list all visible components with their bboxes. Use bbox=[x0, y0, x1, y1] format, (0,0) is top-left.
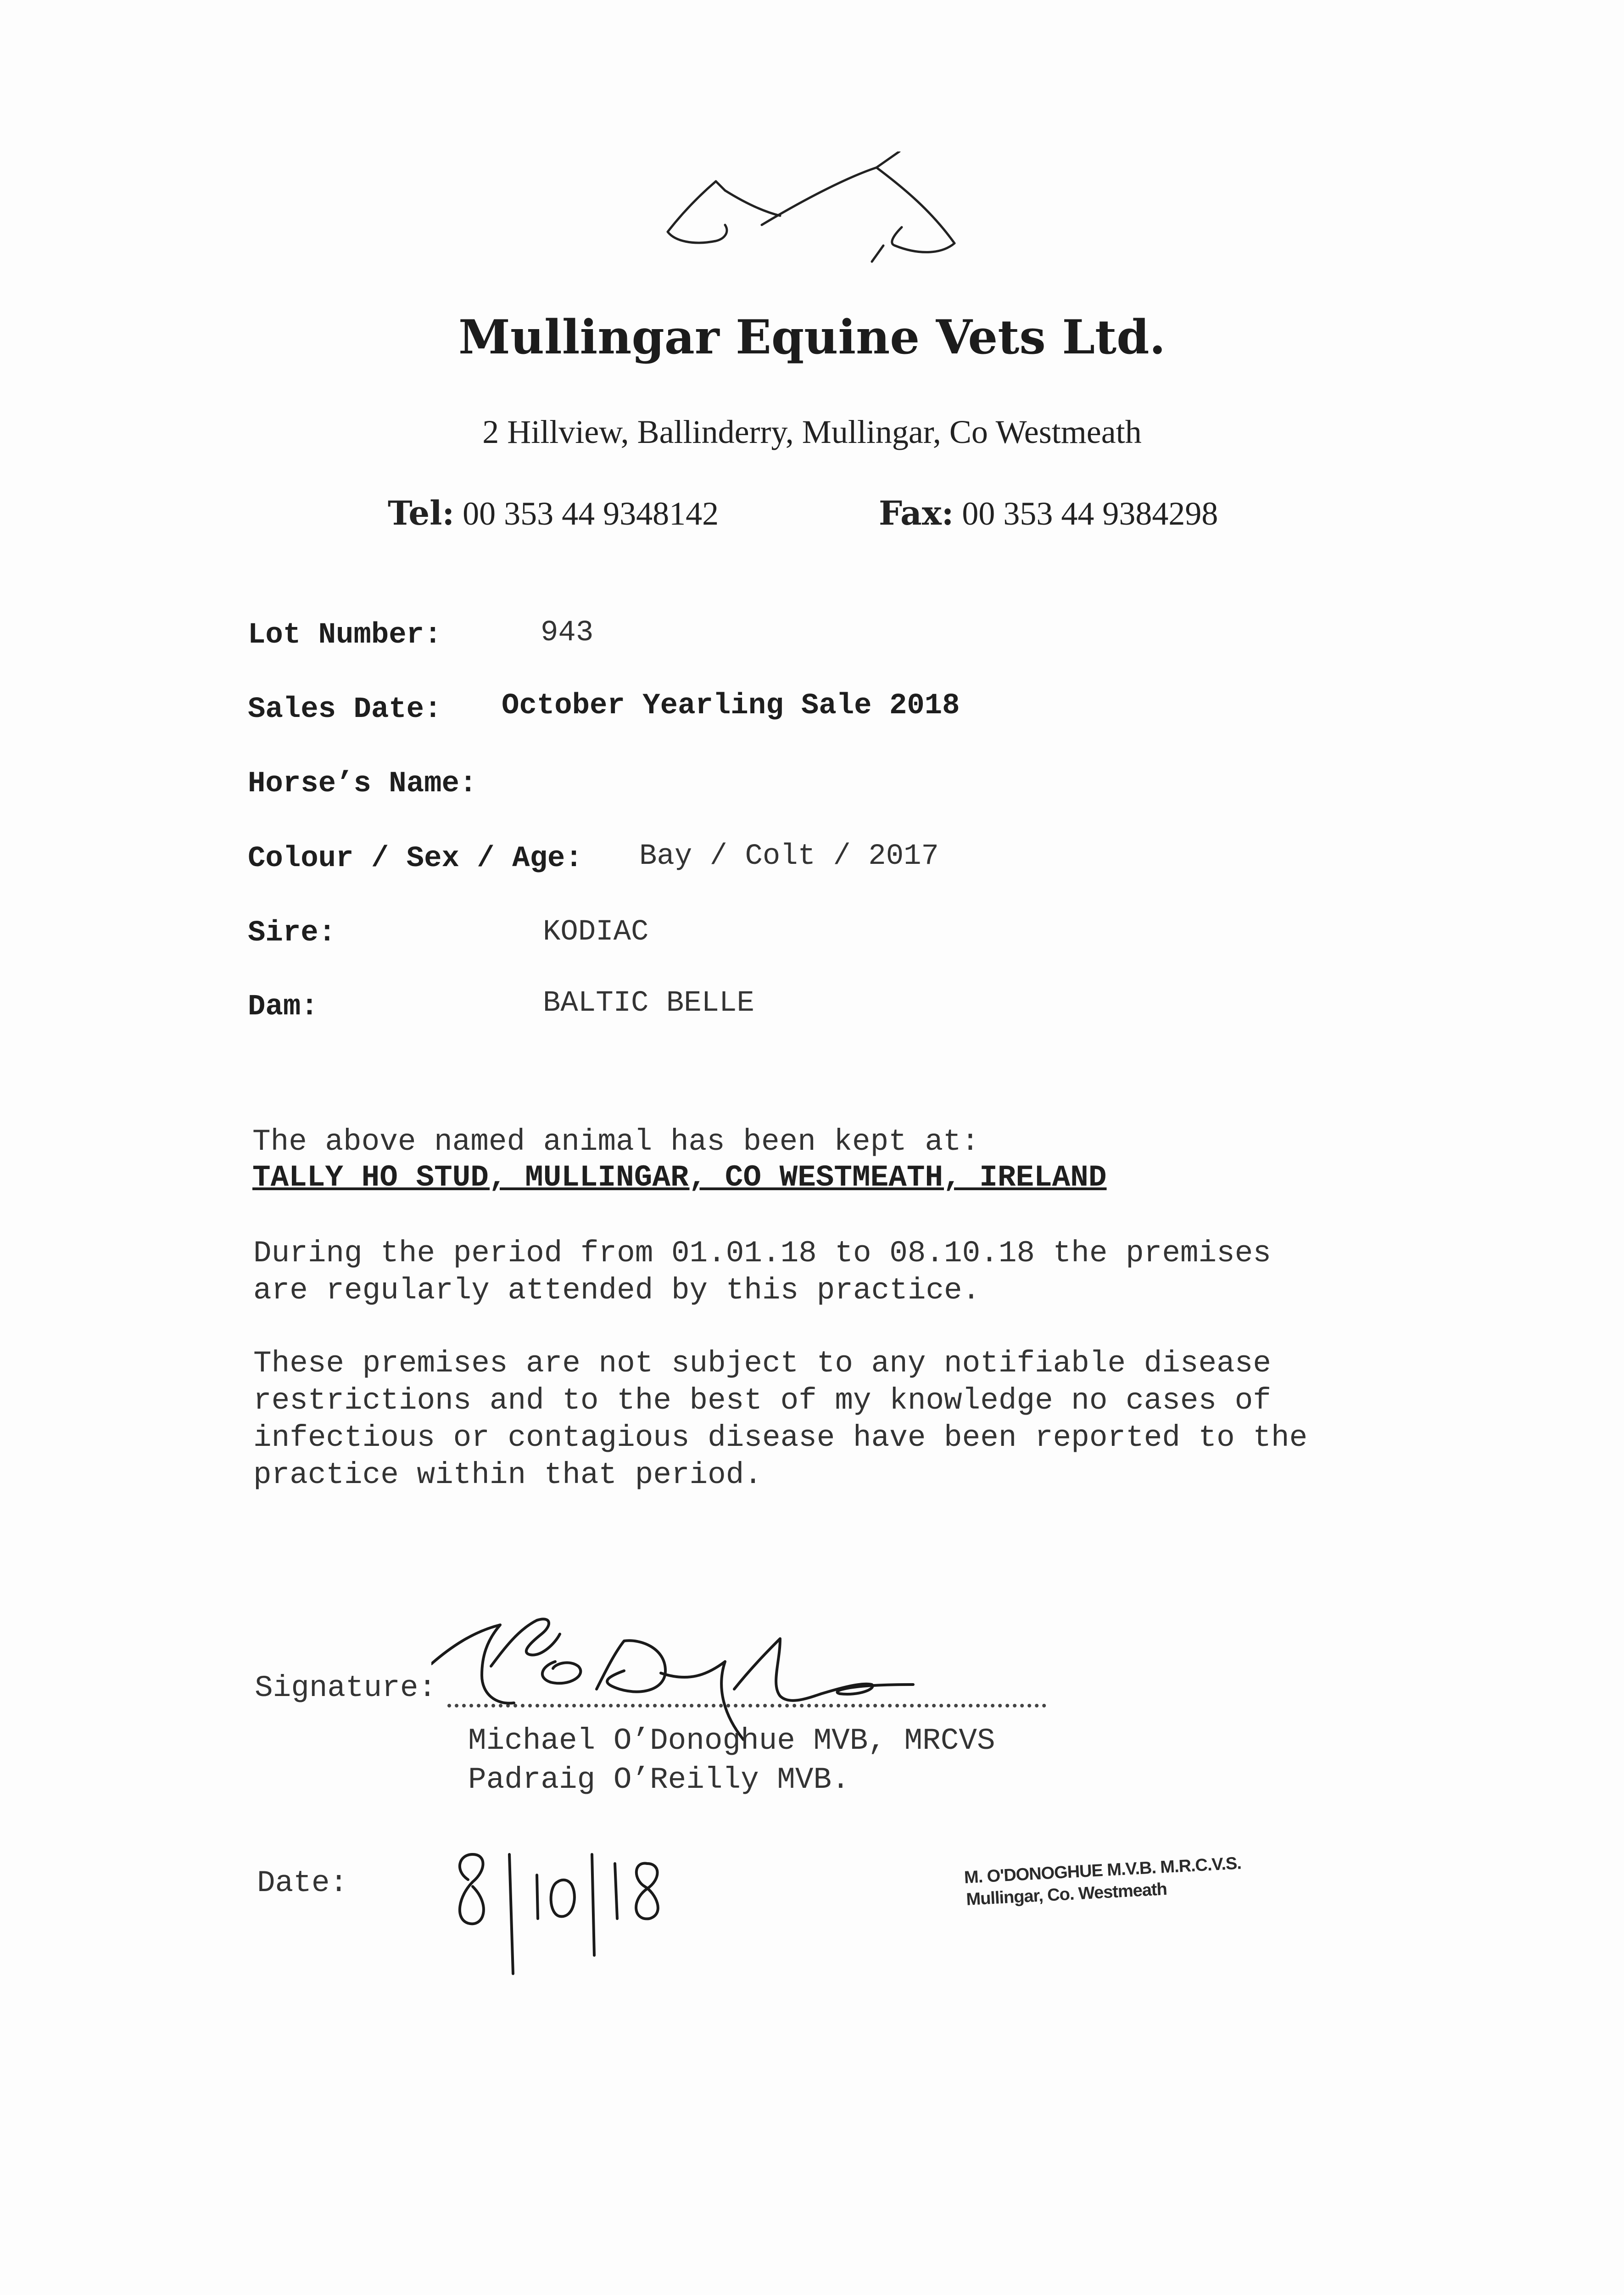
horse-name-label: Horse’s Name: bbox=[248, 767, 477, 800]
dam-label: Dam: bbox=[248, 991, 318, 1024]
lot-number-value: 943 bbox=[541, 616, 594, 649]
disease-line-4: practice within that period. bbox=[253, 1458, 762, 1492]
signature-label: Signature: bbox=[255, 1671, 437, 1705]
disease-line-3: infectious or contagious disease have been reported to the bbox=[253, 1421, 1308, 1455]
period-line-2: are regularly attended by this practice. bbox=[253, 1273, 981, 1308]
fax bbox=[879, 493, 1218, 533]
sales-date-label: Sales Date: bbox=[248, 693, 442, 726]
kept-at-location: TALLY HO STUD, MULLINGAR, CO WESTMEATH, IRELAND bbox=[252, 1160, 1107, 1195]
tel-label: Tel: bbox=[388, 493, 455, 532]
company-name: Mullingar Equine Vets Ltd. bbox=[458, 310, 1166, 365]
colour-sex-age-value: Bay / Colt / 2017 bbox=[639, 840, 939, 873]
stamp-line-2: Mullingar, Co. Westmeath bbox=[965, 1879, 1167, 1909]
handwritten-date bbox=[441, 1836, 679, 1987]
lot-number-label: Lot Number: bbox=[248, 619, 442, 652]
horse-heads-logo-icon bbox=[656, 151, 968, 280]
telephone bbox=[388, 493, 719, 533]
sire-label: Sire: bbox=[248, 917, 336, 950]
dam-value: BALTIC BELLE bbox=[543, 987, 754, 1020]
disease-line-1: These premises are not subject to any notifiable disease bbox=[253, 1346, 1271, 1381]
sales-date-value: October Yearling Sale 2018 bbox=[502, 689, 960, 722]
sire-value: KODIAC bbox=[543, 916, 649, 949]
date-label: Date: bbox=[257, 1866, 348, 1900]
colour-sex-age-label: Colour / Sex / Age: bbox=[248, 842, 583, 875]
kept-at-intro: The above named animal has been kept at: bbox=[252, 1125, 980, 1159]
company-address: 2 Hillview, Ballinderry, Mullingar, Co Westmeath bbox=[482, 414, 1142, 450]
vet-name-1: Michael O’Donoghue MVB, MRCVS bbox=[468, 1724, 995, 1758]
period-line-1: During the period from 01.01.18 to 08.10.18 the premises bbox=[253, 1236, 1271, 1271]
stamp-line-1: M. O'DONOGHUE M.V.B. M.R.C.V.S. bbox=[964, 1853, 1242, 1887]
vet-name-2: Padraig O’Reilly MVB. bbox=[468, 1763, 850, 1797]
practice-stamp bbox=[964, 1853, 1260, 1923]
disease-line-2: restrictions and to the best of my knowledge no cases of bbox=[253, 1383, 1271, 1418]
fax-value: 00 353 44 9384298 bbox=[962, 495, 1218, 532]
fax-label: Fax: bbox=[879, 493, 954, 532]
tel-value: 00 353 44 9348142 bbox=[463, 495, 719, 532]
